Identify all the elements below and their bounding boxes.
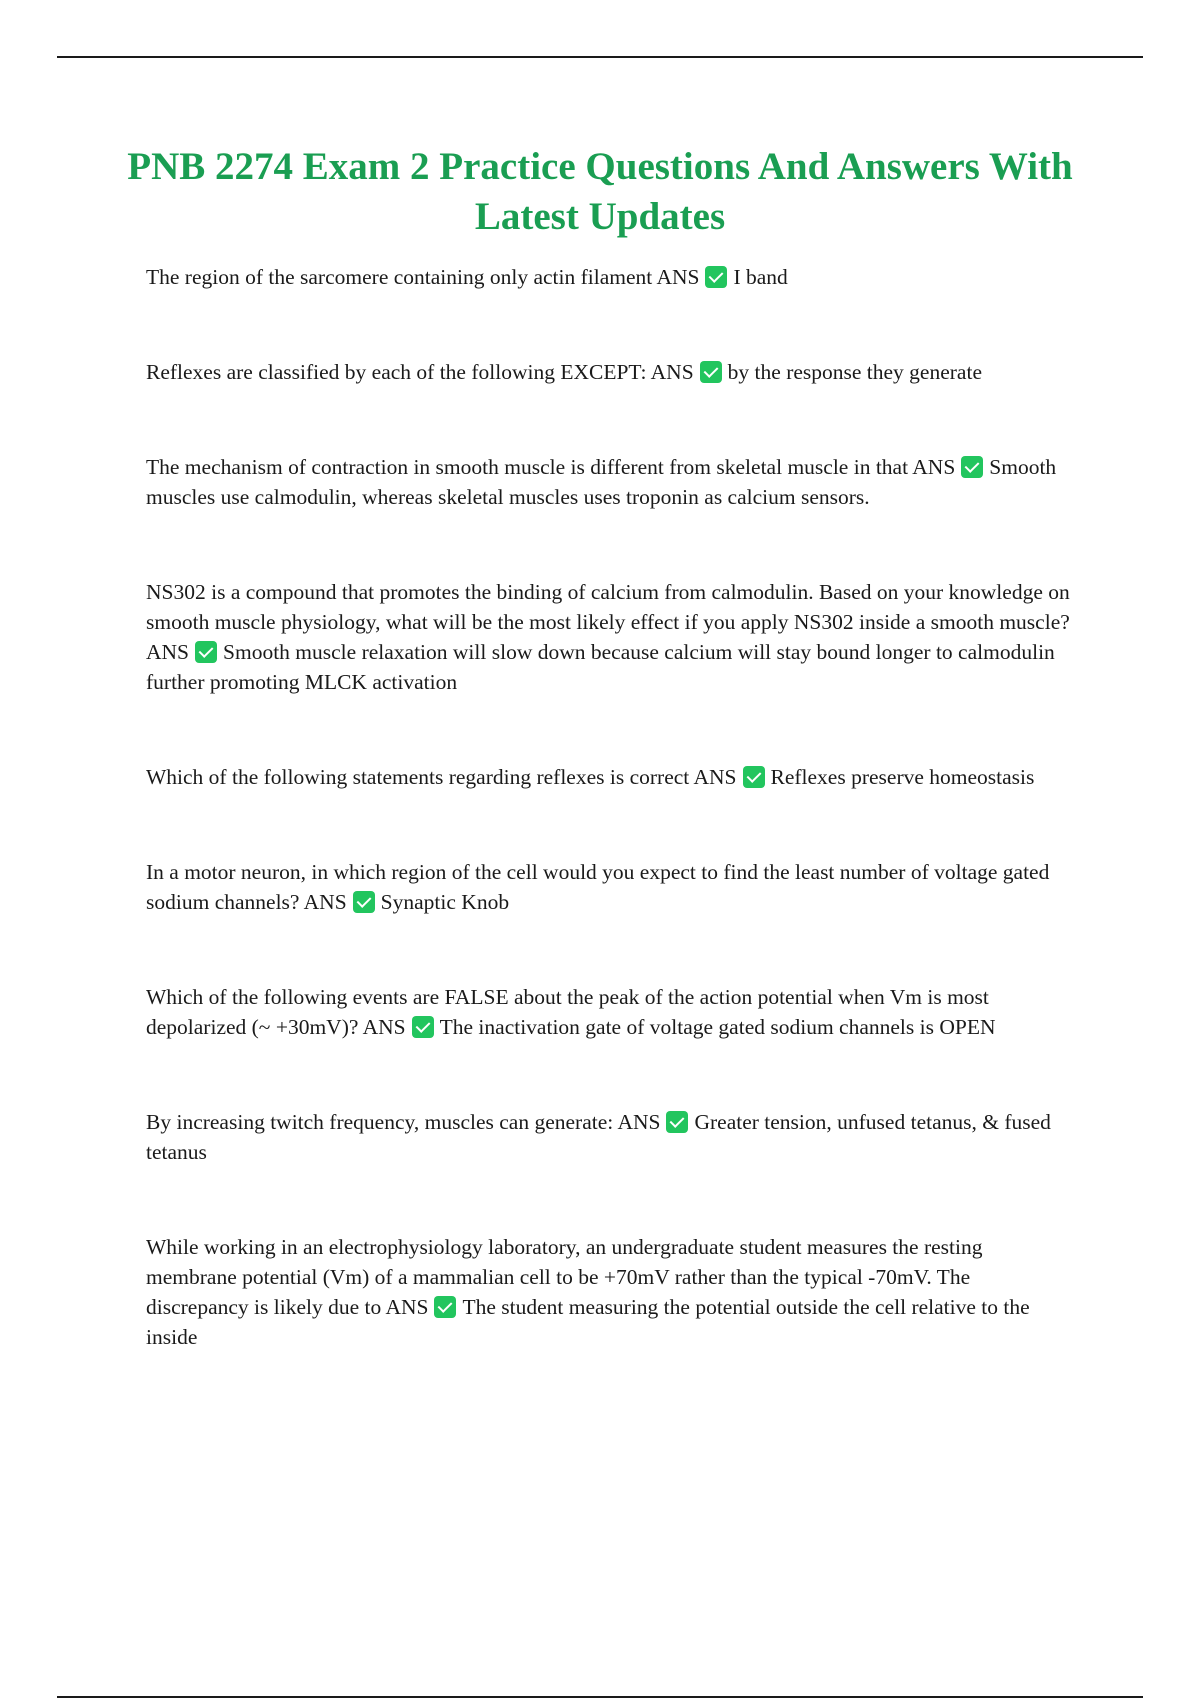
answer-text: I band — [733, 265, 788, 289]
qa-item — [146, 1232, 1076, 1352]
checkmark-icon — [412, 1016, 434, 1038]
answer-marker: ANS — [912, 455, 956, 479]
checkmark-icon — [700, 361, 722, 383]
answer-text: Smooth muscle relaxation will slow down because calcium will stay bound longer to calmodulin further promoting MLCK activation — [146, 640, 1055, 694]
question-text: By increasing twitch frequency, muscles can generate: — [146, 1110, 614, 1134]
checkmark-icon — [353, 891, 375, 913]
answer-text: The student measuring the potential outside the cell relative to the inside — [146, 1295, 1030, 1349]
answer-text: Reflexes preserve homeostasis — [770, 765, 1035, 789]
answer-text: Greater tension, unfused tetanus, & fused tetanus — [146, 1110, 1051, 1164]
question-text: The region of the sarcomere containing only actin filament — [146, 265, 653, 289]
checkmark-icon — [666, 1111, 688, 1133]
qa-item — [146, 357, 1076, 387]
qa-item — [146, 762, 1076, 792]
answer-text: Smooth muscles use calmodulin, whereas skeletal muscles uses troponin as calcium sensors. — [146, 455, 1057, 509]
answer-marker: ANS — [656, 265, 700, 289]
answer-marker: ANS — [146, 640, 190, 664]
answer-text: by the response they generate — [727, 360, 982, 384]
qa-list — [146, 262, 1076, 1417]
qa-item — [146, 982, 1076, 1042]
checkmark-icon — [195, 641, 217, 663]
answer-marker: ANS — [303, 890, 347, 914]
answer-text: Synaptic Knob — [380, 890, 510, 914]
question-text: Reflexes are classified by each of the following EXCEPT: — [146, 360, 647, 384]
checkmark-icon — [961, 456, 983, 478]
checkmark-icon — [434, 1296, 456, 1318]
question-text: In a motor neuron, in which region of the cell would you expect to find the least number of voltage gated sodium channels? — [146, 860, 1050, 914]
checkmark-icon — [743, 766, 765, 788]
qa-item — [146, 857, 1076, 917]
checkmark-icon — [705, 266, 727, 288]
qa-item — [146, 262, 1076, 292]
answer-marker: ANS — [385, 1295, 429, 1319]
qa-item — [146, 452, 1076, 512]
answer-marker: ANS — [362, 1015, 406, 1039]
answer-marker: ANS — [693, 765, 737, 789]
bottom-rule — [57, 1696, 1143, 1698]
question-text: Which of the following statements regarding reflexes is correct — [146, 765, 690, 789]
page-title: PNB 2274 Exam 2 Practice Questions And Answers With Latest Updates — [127, 145, 1073, 238]
question-text: While working in an electrophysiology laboratory, an undergraduate student measures the resting membrane potential (Vm) of a mammalian cell to be +70mV rather than the typical -70mV. The discrepancy is likely due to — [146, 1235, 983, 1319]
answer-marker: ANS — [617, 1110, 661, 1134]
top-rule — [57, 56, 1143, 58]
qa-item — [146, 577, 1076, 697]
question-text: The mechanism of contraction in smooth muscle is different from skeletal muscle in that — [146, 455, 909, 479]
answer-text: The inactivation gate of voltage gated sodium channels is OPEN — [439, 1015, 996, 1039]
question-text: Which of the following events are FALSE about the peak of the action potential when Vm is most depolarized (~ +30mV)? — [146, 985, 989, 1039]
question-text: NS302 is a compound that promotes the binding of calcium from calmodulin. Based on your knowledge on smooth muscle physiology, what will be the most likely effect if you apply NS302 inside a smooth muscle? — [146, 580, 1070, 634]
qa-item — [146, 1107, 1076, 1167]
answer-marker: ANS — [650, 360, 694, 384]
